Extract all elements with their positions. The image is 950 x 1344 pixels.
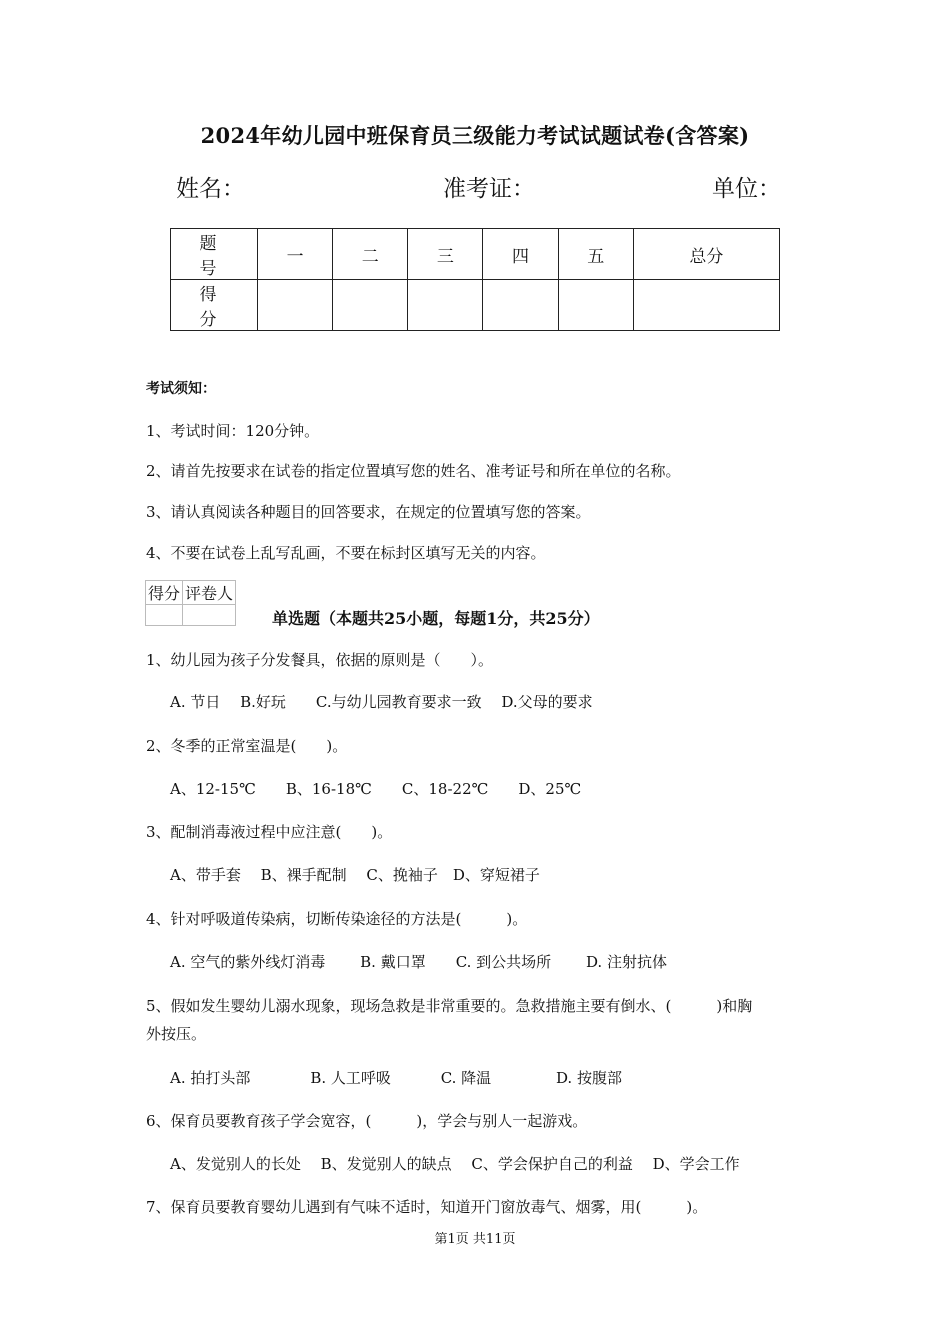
question-options: A、带手套 B、裸手配制 C、挽袖子 D、穿短裙子 [170,866,540,884]
score-cell[interactable] [333,280,408,331]
question-options: A. 空气的紫外线灯消毒 B. 戴口罩 C. 到公共场所 D. 注射抗体 [170,953,667,971]
unit-label: 单位： [712,176,781,202]
score-table-header-row [171,229,780,280]
score-row-label: 得 分 [171,280,258,331]
page-footer: 第1页 共11页 [434,1232,516,1247]
grader-score-cell[interactable] [146,605,183,626]
score-table-header-cell: 五 [558,229,633,280]
score-table-header-cell: 题 号 [171,229,258,280]
score-cell[interactable] [558,280,633,331]
notice-item: 1、考试时间：120分钟。 [146,422,320,440]
question-stem: 1、幼儿园为孩子分发餐具，依据的原则是（ ）。 [146,651,494,669]
name-label: 姓名： [176,176,245,202]
page-title: 2024年幼儿园中班保育员三级能力考试试题试卷(含答案) [200,123,750,148]
question-options: A、发觉别人的长处 B、发觉别人的缺点 C、学会保护自己的利益 D、学会工作 [170,1155,740,1173]
question-options: A、12-15℃ B、16-18℃ C、18-22℃ D、25℃ [170,780,582,798]
grader-reviewer-label: 评卷人 [183,581,236,605]
score-cell[interactable] [408,280,483,331]
question-options: A. 拍打头部 B. 人工呼吸 C. 降温 D. 按腹部 [170,1069,622,1087]
score-table-score-row [171,280,780,331]
section-title: 单选题（本题共25小题，每题1分，共25分） [272,609,600,628]
notice-item: 2、请首先按要求在试卷的指定位置填写您的姓名、准考证号和所在单位的名称。 [146,462,681,480]
question-stem: 4、针对呼吸道传染病，切断传染途径的方法是( )。 [146,910,528,928]
question-stem-continued: 外按压。 [146,1025,207,1043]
score-cell[interactable] [258,280,333,331]
question-stem: 5、假如发生婴幼儿溺水现象，现场急救是非常重要的。急救措施主要有倒水、( )和胸 [146,997,753,1015]
score-table-header-cell: 四 [483,229,558,280]
question-options: A. 节日 B.好玩 C.与幼儿园教育要求一致 D.父母的要求 [170,693,593,711]
exam-id-label: 准考证： [443,176,535,202]
question-stem: 6、保育员要教育孩子学会宽容，( )，学会与别人一起游戏。 [146,1112,588,1130]
score-cell[interactable] [483,280,558,331]
grader-box [145,580,236,626]
score-table-header-cell: 总分 [633,229,779,280]
question-stem: 7、保育员要教育婴幼儿遇到有气味不适时，知道开门窗放毒气、烟雾，用( )。 [146,1198,708,1216]
score-table-header-cell: 一 [258,229,333,280]
score-table [170,228,780,331]
score-cell[interactable] [633,280,779,331]
question-stem: 2、冬季的正常室温是( )。 [146,737,348,755]
grader-score-label: 得分 [146,581,183,605]
notice-title: 考试须知： [146,381,216,397]
score-table-header-cell: 二 [333,229,408,280]
notice-item: 3、请认真阅读各种题目的回答要求，在规定的位置填写您的答案。 [146,503,591,521]
score-table-header-cell: 三 [408,229,483,280]
notice-item: 4、不要在试卷上乱写乱画，不要在标封区填写无关的内容。 [146,544,546,562]
question-stem: 3、配制消毒液过程中应注意( )。 [146,823,393,841]
grader-reviewer-cell[interactable] [183,605,236,626]
